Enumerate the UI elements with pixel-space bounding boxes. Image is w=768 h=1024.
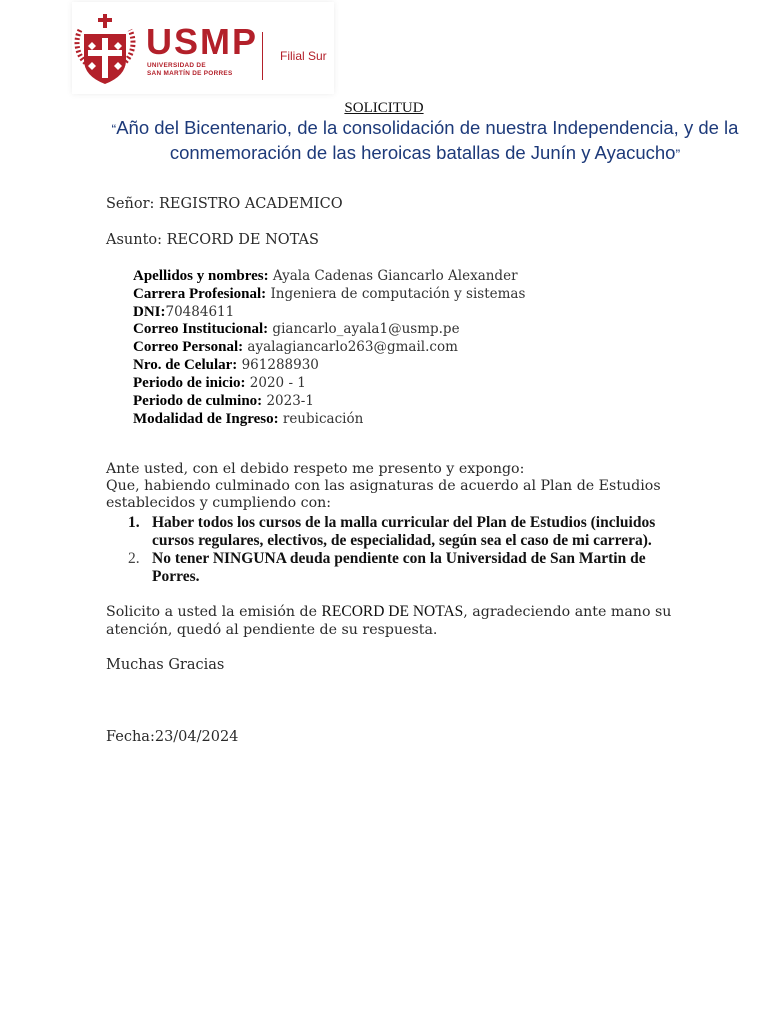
logo-subtitle-line: UNIVERSIDAD DE <box>147 62 206 69</box>
requirement-text-line: No tener NINGUNA deuda pendiente con la Universidad de San Martin de <box>152 550 646 567</box>
field-label: Correo Institucional: <box>133 321 269 337</box>
motto <box>100 116 750 166</box>
requirement-number: 2. <box>128 550 140 567</box>
field-correo-institucional <box>133 321 460 339</box>
motto-text: Año del Bicentenario, de la consolidación de nuestra Independencia, y de la conmemoración de las heroicas batallas de Junín y Ayacucho <box>116 117 739 163</box>
request-text: , agradeciendo ante mano su <box>463 604 672 620</box>
requirement-text-line: cursos regulares, electivos, de especialidad, según sea el caso de mi carrera). <box>152 532 652 549</box>
intro-line: establecidos y cumpliendo con: <box>106 495 332 511</box>
field-value: 2020 - 1 <box>245 375 306 391</box>
recipient-line: Señor: REGISTRO ACADEMICO <box>106 196 343 212</box>
field-label: Apellidos y nombres: <box>133 268 269 284</box>
filial-label: Filial Sur <box>280 49 327 63</box>
field-periodo-inicio <box>133 375 306 393</box>
request-paragraph <box>106 603 706 639</box>
document-title: SOLICITUD <box>344 100 424 116</box>
logo-subtitle <box>147 62 233 78</box>
field-label: Modalidad de Ingreso: <box>133 411 279 427</box>
request-line: atención, quedó al pendiente de su respuesta. <box>106 622 438 638</box>
requirement-text-line: Haber todos los cursos de la malla curricular del Plan de Estudios (incluidos <box>152 514 656 531</box>
field-label: Carrera Profesional: <box>133 286 267 302</box>
intro-line: Ante usted, con el debido respeto me presento y expongo: <box>106 461 525 477</box>
field-label: Correo Personal: <box>133 339 244 355</box>
field-value: Ayala Cadenas Giancarlo Alexander <box>268 268 518 284</box>
university-seal-icon <box>72 12 138 92</box>
request-line <box>106 603 706 621</box>
logo-divider <box>262 32 263 80</box>
close-quote: ” <box>675 146 681 162</box>
intro-line: Que, habiendo culminado con las asignaturas de acuerdo al Plan de Estudios <box>106 478 661 494</box>
thanks-line: Muchas Gracias <box>106 657 225 673</box>
intro-paragraph <box>106 461 706 512</box>
requirement-item <box>128 514 728 550</box>
logo-subtitle-line: SAN MARTÍN DE PORRES <box>147 70 233 77</box>
date-line: Fecha:23/04/2024 <box>106 729 239 745</box>
requirement-text-line: Porres. <box>152 568 200 585</box>
field-celular <box>133 357 319 375</box>
logo-name: USMP <box>146 21 259 62</box>
request-text: Solicito a usted la emisión de <box>106 604 322 620</box>
field-value: 961288930 <box>237 357 319 373</box>
requirement-number: 1. <box>128 514 140 531</box>
field-correo-personal <box>133 339 458 357</box>
field-modalidad-ingreso <box>133 411 363 429</box>
field-value: reubicación <box>278 411 364 427</box>
field-value: 70484611 <box>165 304 235 320</box>
field-value: 2023-1 <box>262 393 314 409</box>
field-label: Nro. de Celular: <box>133 357 238 373</box>
field-value: ayalagiancarlo263@gmail.com <box>243 339 458 355</box>
field-value: Ingeniera de computación y sistemas <box>266 286 526 302</box>
field-value: giancarlo_ayala1@usmp.pe <box>268 321 460 337</box>
field-label: Periodo de inicio: <box>133 375 246 391</box>
field-label: DNI: <box>133 304 166 320</box>
subject-line: Asunto: RECORD DE NOTAS <box>106 232 319 248</box>
request-record: RECORD DE NOTAS <box>321 603 464 620</box>
field-periodo-culmino <box>133 393 314 411</box>
field-dni <box>133 304 234 322</box>
university-logo <box>72 2 334 94</box>
field-apellidos <box>133 268 518 286</box>
field-carrera <box>133 286 525 304</box>
requirement-item <box>128 550 728 586</box>
field-label: Periodo de culmino: <box>133 393 263 409</box>
open-quote: “ <box>111 121 117 137</box>
